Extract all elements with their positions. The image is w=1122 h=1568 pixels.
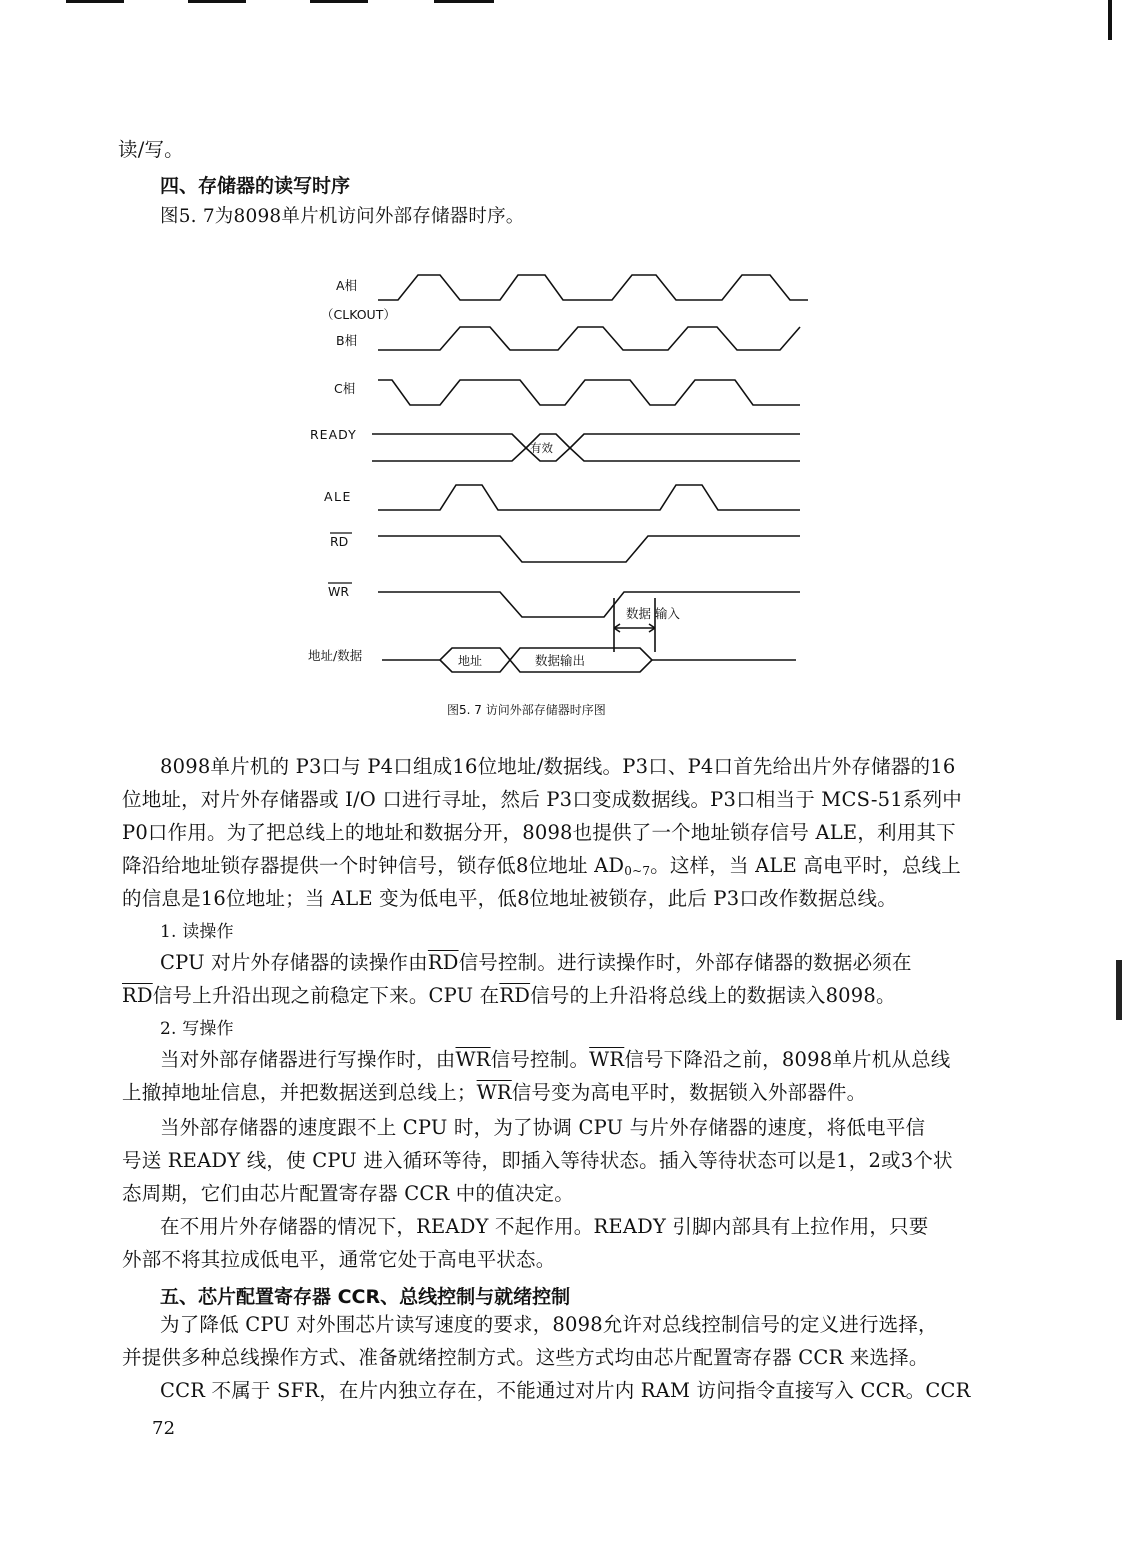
paragraph-line: 外部不将其拉成低电平，通常它处于高电平状态。 bbox=[122, 1248, 556, 1271]
section-heading: 四、存储器的读写时序 bbox=[160, 175, 351, 197]
page-edge bbox=[1116, 960, 1122, 1020]
ready-valid-label: 有效 bbox=[530, 441, 553, 455]
a-phase-wave bbox=[378, 275, 808, 300]
clkout-label: （CLKOUT） bbox=[321, 307, 396, 322]
paragraph-line: 降沿给地址锁存器提供一个时钟信号，锁存低8位地址 $AD_{0\sim 7}$。这样，当 ALE 高电平时，总线上 bbox=[122, 854, 961, 878]
rd-signal: $\overline{RD}$ bbox=[427, 951, 459, 974]
a-phase-label: A相 bbox=[336, 278, 358, 293]
paragraph-line: CCR 不属于 SFR，在片内独立存在，不能通过对片内 RAM 访问指令直接写入 CCR。CCR bbox=[160, 1379, 971, 1402]
timing-diagram bbox=[0, 0, 1122, 740]
subheading-read: 1. 读操作 bbox=[160, 922, 234, 942]
paragraph-line: 在不用片外存储器的情况下，READY 不起作用。READY 引脚内部具有上拉作用，只要 bbox=[160, 1215, 929, 1238]
paragraph-line: 当对外部存储器进行写操作时，由$\overline{WR}$信号控制。$\overline{WR}$信号下降沿之前，8098单片机从总线 bbox=[160, 1048, 951, 1071]
page-number: 72 bbox=[152, 1418, 176, 1439]
wr-signal: $\overline{WR}$ bbox=[589, 1048, 625, 1071]
section-heading: 五、芯片配置寄存器 CCR、总线控制与就绪控制 bbox=[160, 1286, 571, 1308]
paragraph-line: 上撤掉地址信息，并把数据送到总线上；$\overline{WR}$信号变为高电平时，数据锁入外部器件。 bbox=[122, 1081, 867, 1104]
figure-caption: 图5. 7 访问外部存储器时序图 bbox=[447, 703, 606, 717]
bus-wave bbox=[382, 648, 510, 672]
paragraph-line: 位地址，对片外存储器或 I/O 口进行寻址，然后 P3口变成数据线。P3口相当于 MCS-51系列中 bbox=[122, 788, 962, 811]
wr-signal: $\overline{WR}$ bbox=[455, 1048, 491, 1071]
ale-wave bbox=[378, 485, 800, 510]
paragraph-line: 态周期，它们由芯片配置寄存器 CCR 中的值决定。 bbox=[122, 1182, 574, 1205]
bus-label: 地址/数据 bbox=[308, 648, 363, 663]
b-phase-label: B相 bbox=[336, 333, 358, 348]
wr-label: WR bbox=[328, 584, 350, 599]
rd-label: RD bbox=[330, 534, 349, 549]
wr-wave bbox=[378, 592, 800, 617]
rd-wave bbox=[378, 536, 800, 562]
rd-signal: $\overline{RD}$ bbox=[122, 984, 153, 1007]
paragraph-line: 当外部存储器的速度跟不上 CPU 时，为了协调 CPU 与片外存储器的速度，将低电平信 bbox=[160, 1116, 926, 1139]
data-in-label: 数据 输入 bbox=[626, 606, 680, 621]
wr-signal: $\overline{WR}$ bbox=[476, 1081, 512, 1104]
paragraph-line: $\overline{RD}$信号上升沿出现之前稳定下来。CPU 在$\overline{RD}$信号的上升沿将总线上的数据读入8098。 bbox=[122, 984, 896, 1007]
paragraph-line: P0口作用。为了把总线上的地址和数据分开，8098也提供了一个地址锁存信号 ALE，利用其下 bbox=[122, 821, 956, 844]
ready-signal bbox=[372, 434, 526, 461]
paragraph-line: 为了降低 CPU 对外围芯片读写速度的要求，8098允许对总线控制信号的定义进行选择， bbox=[160, 1313, 938, 1336]
paragraph-line: 号送 READY 线，使 CPU 进入循环等待，即插入等待状态。插入等待状态可以是1，2或3个状 bbox=[122, 1149, 953, 1172]
figure-intro: 图5. 7为8098单片机访问外部存储器时序。 bbox=[160, 206, 525, 227]
paragraph-line: CPU 对片外存储器的读操作由$\overline{RD}$信号控制。进行读操作时，外部存储器的数据必须在 bbox=[160, 951, 912, 974]
c-phase-label: C相 bbox=[334, 381, 356, 396]
ready-label: READY bbox=[310, 427, 357, 442]
ale-label: ALE bbox=[324, 489, 352, 504]
paragraph-line: 并提供多种总线操作方式、准备就绪控制方式。这些方式均由芯片配置寄存器 CCR 来选择。 bbox=[122, 1346, 929, 1369]
paragraph-line: 的信息是16位地址；当 ALE 变为低电平，低8位地址被锁存，此后 P3口改作数据总线。 bbox=[122, 887, 897, 910]
c-phase-wave bbox=[378, 380, 800, 405]
rd-signal: $\overline{RD}$ bbox=[499, 984, 531, 1007]
b-phase-wave bbox=[378, 327, 800, 350]
subheading-write: 2. 写操作 bbox=[160, 1019, 234, 1039]
paragraph-line: 8098单片机的 P3口与 P4口组成16位地址/数据线。P3口、P4口首先给出片外存储器的16 bbox=[160, 755, 956, 778]
continued-text: 读/写。 bbox=[118, 138, 184, 161]
address-label: 地址 bbox=[458, 654, 483, 668]
subscript: 0~7 bbox=[624, 864, 651, 878]
data-out-label: 数据输出 bbox=[535, 653, 586, 668]
ready-signal bbox=[570, 434, 800, 461]
